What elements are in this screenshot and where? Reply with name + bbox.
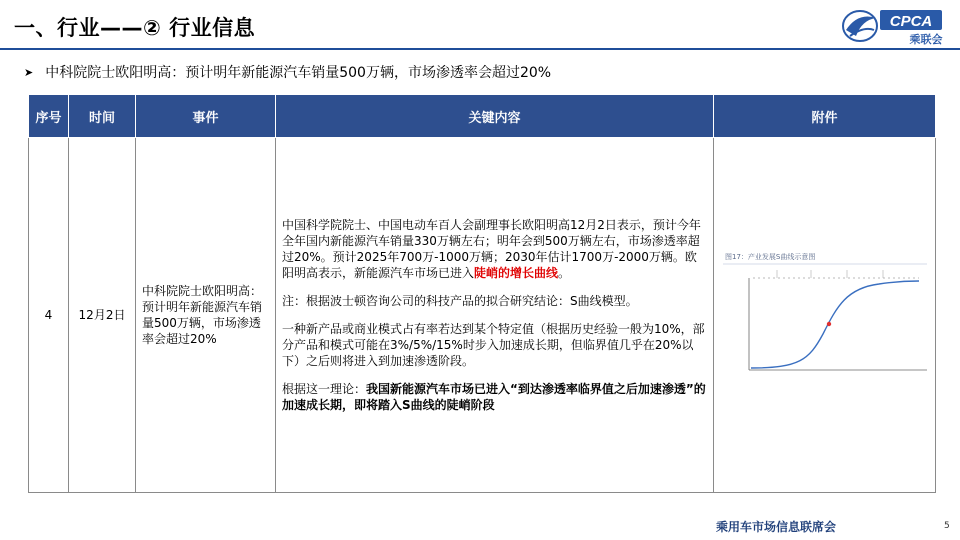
cell-index: 4: [29, 138, 69, 493]
content-p4-prefix: 根据这一理论：: [282, 382, 367, 396]
cpca-logo: [838, 6, 946, 46]
subtitle-text: 中科院院士欧阳明高：预计明年新能源汽车销量500万辆，市场渗透率会超过20%: [45, 65, 552, 81]
news-table: [28, 94, 936, 493]
table-row: [29, 138, 936, 493]
header-attachment: 附件: [714, 95, 936, 138]
figure-title: 图17：产业发展S曲线示意图: [724, 253, 815, 261]
content-paragraph-2: 注：根据波士顿咨询公司的科技产品的拟合研究结论：S曲线模型。: [282, 294, 638, 308]
footer-org: 乘用车市场信息联席会: [716, 520, 837, 534]
logo-subtext: 乘联会: [909, 33, 943, 46]
attachment-figure: [719, 248, 931, 382]
content-paragraph-1: [282, 217, 707, 281]
table-header-row: [29, 95, 936, 138]
header-event: 事件: [136, 95, 276, 138]
title-divider: [0, 48, 960, 50]
cell-attachment: [714, 138, 936, 493]
cell-event: 中科院院士欧阳明高：预计明年新能源汽车销量500万辆，市场渗透率会超过20%: [136, 138, 276, 493]
cell-date: 12月2日: [69, 138, 136, 493]
content-paragraph-4: [282, 381, 707, 413]
logo-text: CPCA: [889, 13, 933, 30]
cell-content: [276, 138, 714, 493]
s-curve-figure: [719, 248, 931, 382]
subtitle-line: [24, 62, 551, 82]
header-content: 关键内容: [276, 95, 714, 138]
content-p4-bold: 我国新能源汽车市场已进入“到达渗透率临界值之后加速渗透”的加速成长期，即将踏入S曲线的陡峭阶段: [282, 382, 706, 412]
header-date: 时间: [69, 95, 136, 138]
inflection-point-marker: [826, 322, 830, 326]
header-index: 序号: [29, 95, 69, 138]
page-number: 5: [944, 521, 950, 531]
page-title: 一、行业——② 行业信息: [14, 16, 256, 40]
arrow-right-icon: ➤: [24, 65, 34, 79]
content-p1-highlight: 陡峭的增长曲线: [474, 266, 559, 280]
s-curve-line: [751, 281, 919, 368]
content-paragraph-3: 一种新产品或商业模式占有率若达到某个特定值（根据历史经验一般为10%，部分产品和模式可能在3%/5%/15%时步入加速成长期，但临界值几乎在20%以下）之后则将进入到加速渗透阶段。: [282, 322, 705, 368]
content-p1-text: 中国科学院院士、中国电动车百人会副理事长欧阳明高12月2日表示，预计今年全年国内新能源汽车销量330万辆左右；明年会到500万辆左右，市场渗透率超过20%。预计2025年700万-1000万辆；2030年估计1700万-2000万辆。欧阳明高表示，新能源汽车市场已进入: [282, 218, 701, 280]
content-p1-end: 。: [558, 266, 571, 280]
